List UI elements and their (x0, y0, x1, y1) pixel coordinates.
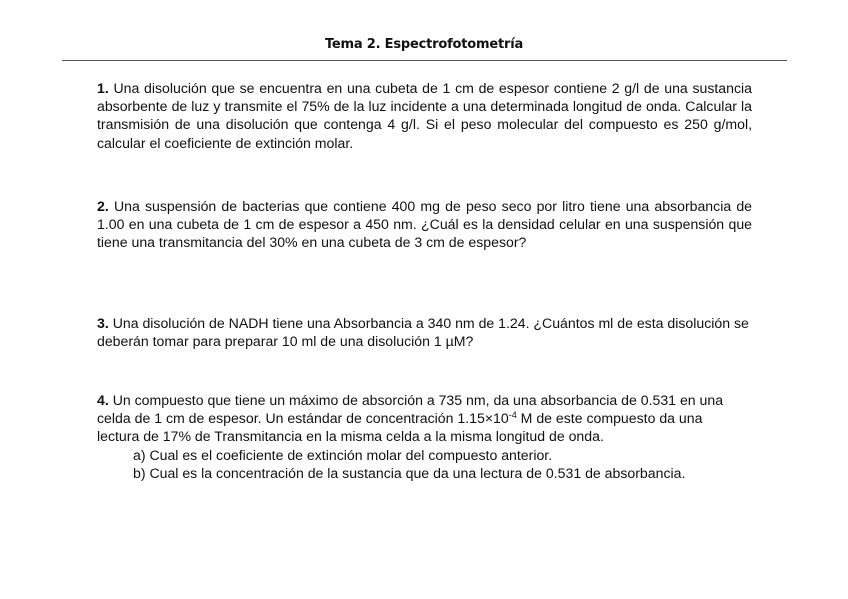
problem-text: Una disolución de NADH tiene una Absorbancia a 340 nm de 1.24. ¿Cuántos ml de esta disolución se deberán tomar para preparar 10 ml de una disolución 1 µM? (97, 315, 749, 350)
problem-4 (97, 391, 737, 482)
problem-text-part2: M de este compuesto da una lectura de 17% de Transmitancia en la misma celda a la misma longitud de onda. (97, 410, 703, 445)
problem-text: Una suspensión de bacterias que contiene 400 mg de peso seco por litro tiene una absorbancia de 1.00 en una cubeta de 1 cm de espesor a 450 nm. ¿Cuál es la densidad celular en una suspensión que tiene una transmitancia del 30% en una cubeta de 3 cm de espesor? (97, 198, 752, 251)
page-title: Tema 2. Espectrofotometría (324, 37, 524, 52)
problem-number: 1. (97, 80, 109, 96)
exponent: -4 (508, 410, 517, 421)
problem-number: 3. (97, 315, 109, 331)
problem-text: Una disolución que se encuentra en una cubeta de 1 cm de espesor contiene 2 g/l de una sustancia absorbente de luz y transmite el 75% de la luz incidente a una determinada longitud de onda. Calcular la transmisión de una disolución que contenga 4 g/l. Si el peso molecular del compuesto es 250 g/mol, calcular el coeficiente de extinción molar. (97, 80, 752, 151)
sub-question-b: b) Cual es la concentración de la sustancia que da una lectura de 0.531 de absorbancia. (133, 464, 686, 481)
problem-1 (97, 79, 752, 152)
problem-4-statement (97, 391, 737, 446)
problem-number: 2. (97, 198, 109, 214)
problem-3 (97, 314, 757, 350)
problem-text-part1: Un compuesto que tiene un máximo de absorción a 735 nm, da una absorbancia de 0.531 en una celda de 1 cm de espesor. Un estándar de concentración 1.15×10 (97, 392, 724, 427)
title-divider (62, 60, 787, 61)
sub-question-a: a) Cual es el coeficiente de extinción molar del compuesto anterior. (133, 446, 553, 463)
problem-number: 4. (97, 392, 109, 408)
problem-2 (97, 197, 752, 252)
